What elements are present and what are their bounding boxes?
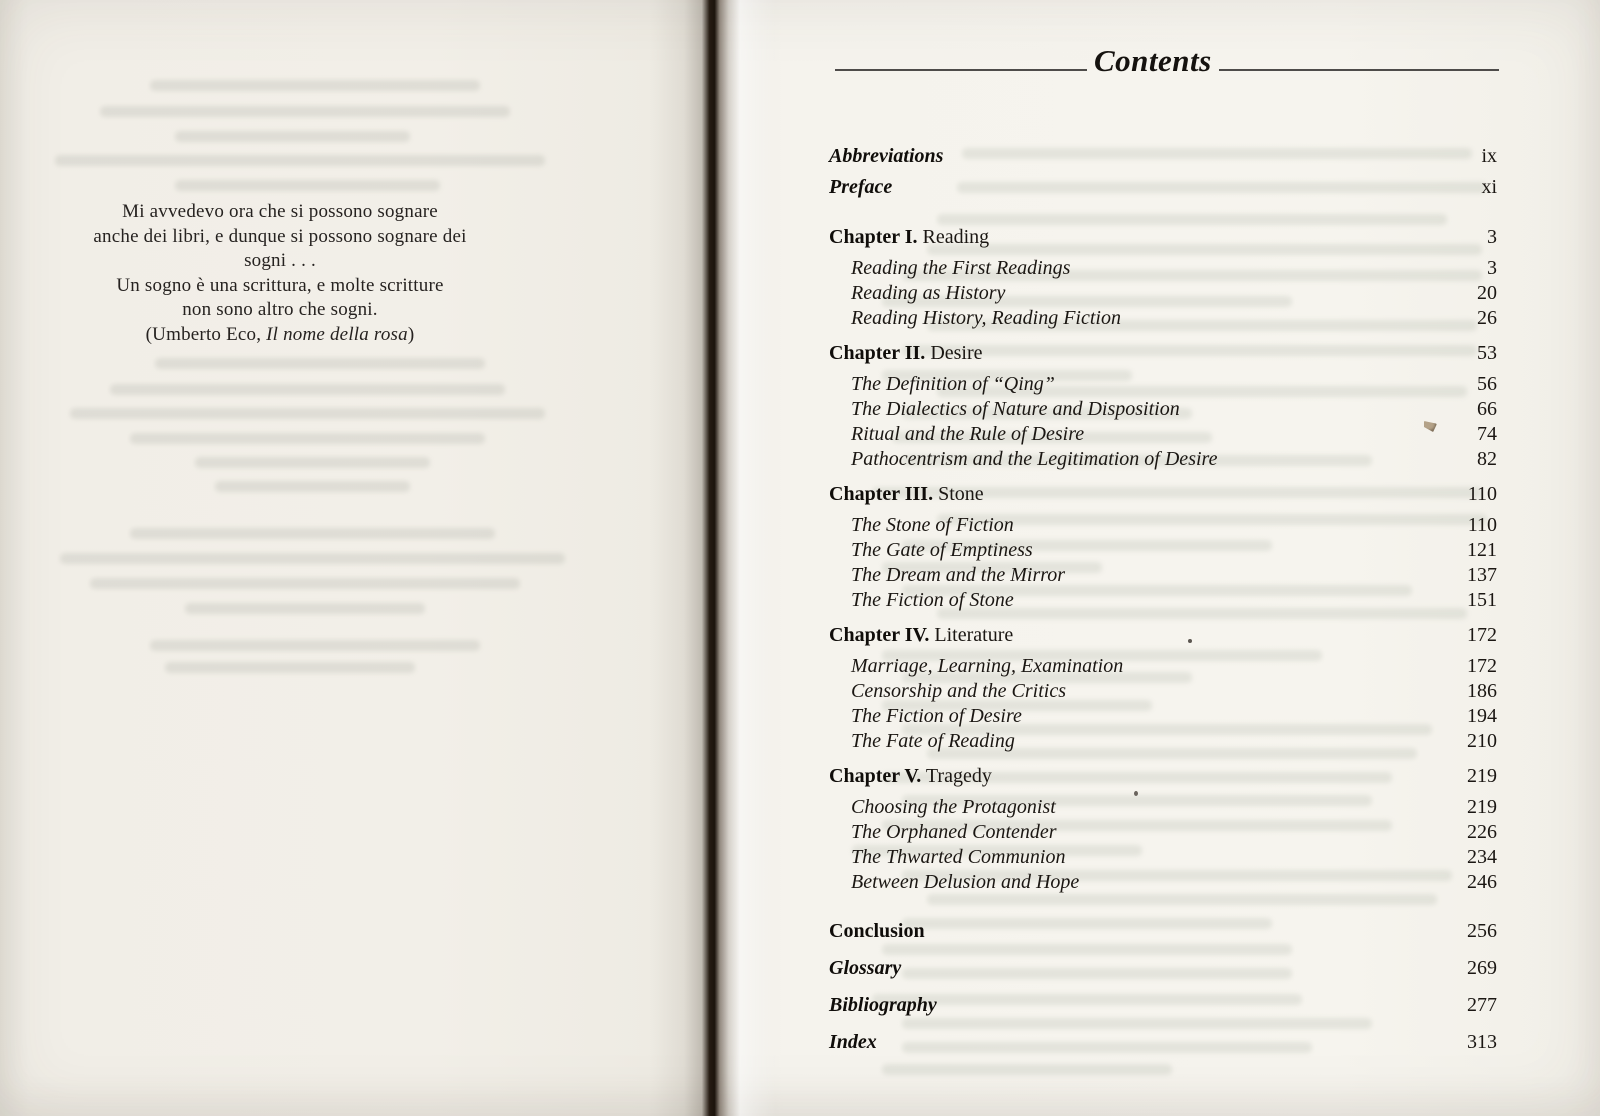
chapter-title: Tragedy — [921, 765, 992, 787]
bleedthrough-line — [130, 433, 485, 444]
toc-entry — [829, 513, 1497, 538]
toc-entry — [829, 820, 1497, 845]
toc-entry-label — [829, 225, 989, 250]
toc-entry-page-number: 277 — [1467, 994, 1497, 1016]
epigraph-line: Un sogno è una scrittura, e molte scritture — [116, 274, 444, 296]
toc-entry — [829, 845, 1497, 870]
epigraph-line: Mi avvedevo ora che si possono sognare — [122, 201, 438, 222]
toc-entry-page-number: 66 — [1477, 398, 1497, 420]
epigraph-attribution — [78, 323, 482, 348]
toc-entry-page-number: 151 — [1467, 589, 1497, 611]
toc-entry — [829, 225, 1497, 250]
toc-entry — [829, 422, 1497, 447]
toc-entry — [829, 919, 1497, 944]
toc-entry-page-number: xi — [1481, 176, 1497, 198]
bleedthrough-line — [55, 155, 545, 166]
bleedthrough-line — [100, 106, 510, 117]
bleedthrough-line — [155, 358, 485, 369]
toc-entry — [829, 482, 1497, 507]
bleedthrough-line — [175, 131, 410, 142]
toc-entry-label: The Thwarted Communion — [851, 846, 1066, 868]
toc-entry — [829, 588, 1497, 613]
bleedthrough-line — [60, 553, 565, 564]
toc-entry — [829, 563, 1497, 588]
toc-entry — [829, 654, 1497, 679]
toc-entry-page-number: 172 — [1467, 624, 1497, 646]
toc-entry-label: The Fate of Reading — [851, 730, 1015, 752]
toc-entry-label: Reading as History — [851, 282, 1006, 304]
toc-entry-label — [829, 623, 1013, 648]
toc-entry-label: Ritual and the Rule of Desire — [851, 423, 1085, 445]
toc-entry-page-number: ix — [1481, 145, 1497, 167]
toc-entry-label: The Definition of “Qing” — [851, 373, 1055, 395]
toc-entry-page-number: 219 — [1467, 765, 1497, 787]
toc-entry — [829, 256, 1497, 281]
toc-entry-page-number: 3 — [1487, 257, 1497, 279]
toc-list — [829, 144, 1497, 1055]
toc-entry-label: Between Delusion and Hope — [851, 871, 1080, 893]
toc-entry — [829, 175, 1497, 200]
bleedthrough-line — [215, 481, 410, 492]
toc-entry-label: Abbreviations — [829, 145, 944, 167]
header-rule-left — [835, 69, 1087, 71]
page-title: Contents — [1094, 43, 1212, 78]
contents-header — [835, 38, 1499, 84]
toc-entry-page-number: 121 — [1467, 539, 1497, 561]
chapter-title: Desire — [925, 342, 983, 364]
toc-entry-label: The Dialectics of Nature and Disposition — [851, 398, 1180, 420]
toc-entry-label: Pathocentrism and the Legitimation of Desire — [851, 448, 1218, 470]
toc-entry-label: Bibliography — [829, 994, 937, 1016]
toc-entry-page-number: 110 — [1467, 514, 1497, 536]
toc-entry — [829, 1030, 1497, 1055]
toc-entry — [829, 397, 1497, 422]
toc-entry — [829, 870, 1497, 895]
chapter-number: Chapter III. — [829, 483, 934, 505]
toc-entry-page-number: 194 — [1467, 705, 1497, 727]
toc-entry-page-number: 110 — [1467, 483, 1497, 505]
attribution-book-title: Il nome della rosa — [266, 323, 408, 345]
toc-entry-label: The Fiction of Desire — [851, 705, 1022, 727]
chapter-title: Reading — [917, 226, 990, 248]
toc-entry — [829, 447, 1497, 472]
toc-entry-label: The Orphaned Contender — [851, 821, 1057, 843]
toc-entry — [829, 281, 1497, 306]
chapter-number: Chapter IV. — [829, 624, 930, 646]
bleedthrough-line — [165, 662, 415, 673]
toc-entry-label — [829, 482, 984, 507]
toc-entry — [829, 729, 1497, 754]
bleedthrough-line — [150, 640, 480, 651]
toc-entry — [829, 764, 1497, 789]
chapter-number: Chapter I. — [829, 226, 918, 248]
toc-entry-page-number: 210 — [1467, 730, 1497, 752]
epigraph — [78, 200, 482, 348]
toc-entry-label: Reading History, Reading Fiction — [851, 307, 1121, 329]
toc-entry-label: Conclusion — [829, 920, 925, 942]
toc-entry-label: Censorship and the Critics — [851, 680, 1067, 702]
toc-entry-page-number: 53 — [1477, 342, 1497, 364]
bleedthrough-line — [185, 603, 425, 614]
attribution-open: (Umberto Eco, — [145, 323, 267, 345]
bleedthrough-line — [90, 578, 520, 589]
toc-entry — [829, 679, 1497, 704]
attribution-close: ) — [407, 323, 415, 345]
bleedthrough-line — [195, 457, 430, 468]
toc-entry-label: The Gate of Emptiness — [851, 539, 1033, 561]
toc-entry-page-number: 172 — [1467, 655, 1497, 677]
toc-entry-page-number: 137 — [1467, 564, 1497, 586]
toc-entry-label: Reading the First Readings — [851, 257, 1071, 279]
toc-entry-page-number: 186 — [1467, 680, 1497, 702]
toc-entry-page-number: 3 — [1487, 226, 1497, 248]
chapter-number: Chapter II. — [829, 342, 926, 364]
bleedthrough-line — [150, 80, 480, 91]
toc-entry-label: Preface — [829, 176, 893, 198]
toc-entry-page-number: 26 — [1477, 307, 1497, 329]
left-page — [0, 0, 712, 1116]
toc-entry-label: Index — [829, 1031, 877, 1053]
epigraph-line: non sono altro che sogni. — [182, 299, 378, 321]
epigraph-line: sogni . . . — [244, 250, 316, 272]
chapter-title: Stone — [933, 483, 984, 505]
bleedthrough-line — [70, 408, 545, 419]
bleedthrough-line — [110, 384, 505, 395]
toc-entry-label — [829, 341, 983, 366]
toc-entry — [829, 306, 1497, 331]
chapter-title: Literature — [929, 624, 1014, 646]
bleedthrough-line — [175, 180, 440, 191]
toc-entry-page-number: 74 — [1477, 423, 1497, 445]
toc-entry — [829, 341, 1497, 366]
toc-entry-page-number: 226 — [1467, 821, 1497, 843]
toc-entry — [829, 795, 1497, 820]
toc-entry — [829, 538, 1497, 563]
toc-entry-page-number: 313 — [1467, 1031, 1497, 1053]
epigraph-line: anche dei libri, e dunque si possono sognare dei — [93, 225, 467, 247]
toc-entry-page-number: 219 — [1467, 796, 1497, 818]
toc-entry — [829, 623, 1497, 648]
chapter-number: Chapter V. — [829, 765, 922, 787]
toc-entry-label: Marriage, Learning, Examination — [851, 655, 1124, 677]
toc-entry — [829, 144, 1497, 169]
toc-entry-label: Choosing the Protagonist — [851, 796, 1056, 818]
toc-entry-page-number: 82 — [1477, 448, 1497, 470]
toc-entry-page-number: 20 — [1477, 282, 1497, 304]
toc-entry-label: The Stone of Fiction — [851, 514, 1014, 536]
toc-entry-page-number: 234 — [1467, 846, 1497, 868]
toc-entry-label — [829, 764, 992, 789]
bleedthrough-line — [130, 528, 495, 539]
toc-entry — [829, 993, 1497, 1018]
header-rule-right — [1219, 69, 1499, 71]
toc-entry — [829, 956, 1497, 981]
toc-entry-page-number: 269 — [1467, 957, 1497, 979]
toc-entry — [829, 372, 1497, 397]
bleedthrough-line — [882, 1064, 1172, 1075]
toc-entry-label: Glossary — [829, 957, 902, 979]
toc-entry-page-number: 246 — [1467, 871, 1497, 893]
right-page — [712, 0, 1600, 1116]
toc-entry-page-number: 56 — [1477, 373, 1497, 395]
toc-entry-label: The Fiction of Stone — [851, 589, 1014, 611]
toc-entry — [829, 704, 1497, 729]
toc-entry-page-number: 256 — [1467, 920, 1497, 942]
toc-entry-label: The Dream and the Mirror — [851, 564, 1066, 586]
